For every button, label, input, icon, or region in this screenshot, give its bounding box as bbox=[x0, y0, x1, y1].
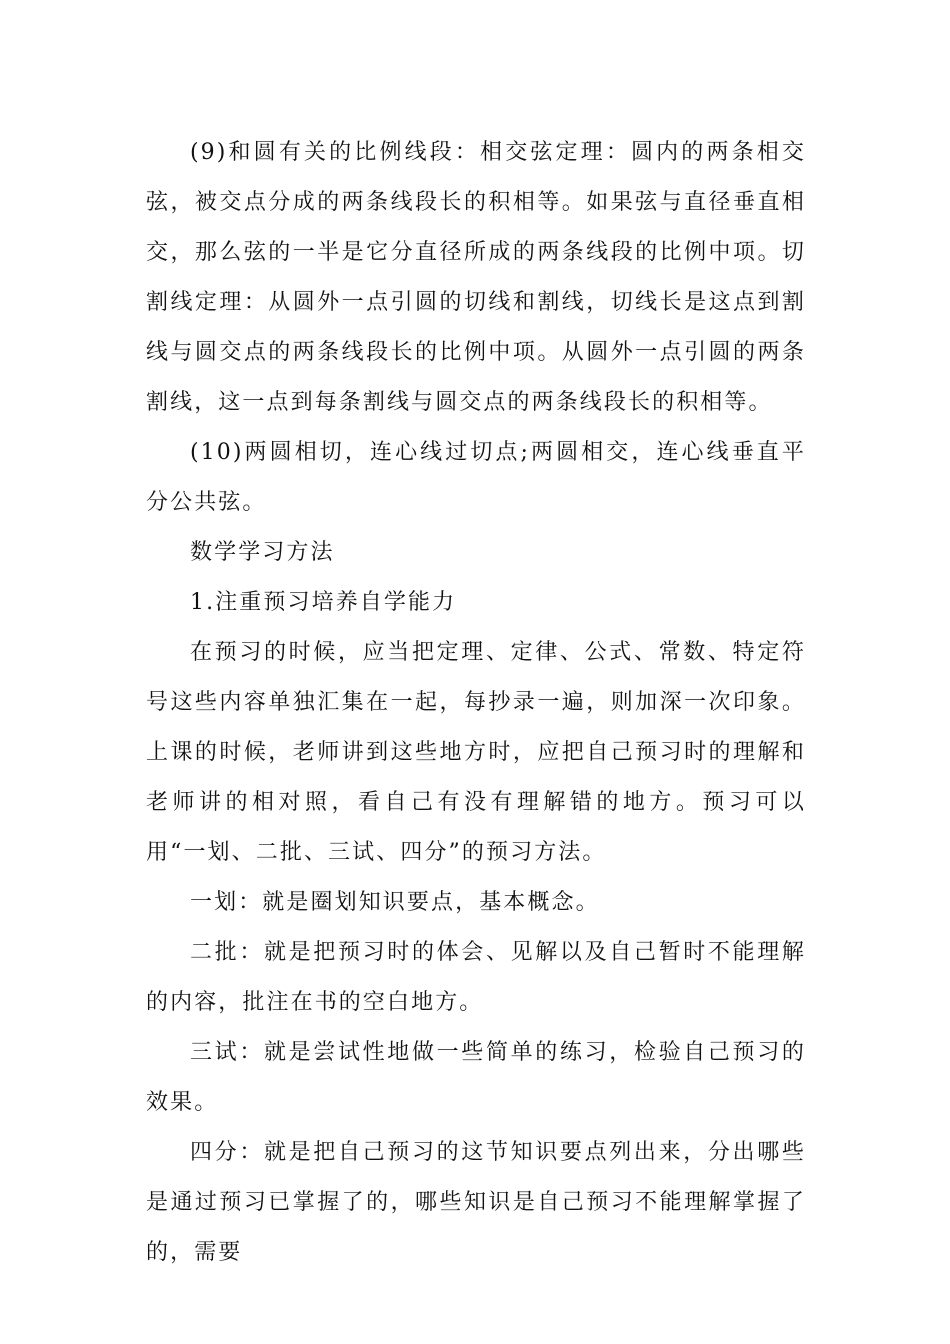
paragraph-step-mark: 一划：就是圈划知识要点，基本概念。 bbox=[190, 890, 600, 915]
paragraph-preview-method: 在预习的时候，应当把定理、定律、公式、常数、特定符号这些内容单独汇集在一起，每抄录一遍，则加深一次印象。上课的时候，老师讲到这些地方时，应把自己预习时的理解和老师讲的相对照，看自己有没有理解错的地方。预习可以用“一划、二批、三试、四分”的预习方法。 bbox=[146, 640, 806, 865]
section-heading-math-study-methods: 数学学习方法 bbox=[190, 540, 335, 565]
document-body bbox=[146, 128, 806, 1278]
paragraph-step-divide: 四分：就是把自己预习的这节知识要点列出来，分出哪些是通过预习已掌握了的，哪些知识是自己预习不能理解掌握了的，需要 bbox=[146, 1140, 806, 1265]
paragraph-step-annotate: 二批：就是把预习时的体会、见解以及自己暂时不能理解的内容，批注在书的空白地方。 bbox=[146, 940, 806, 1015]
paragraph-tangent-circles: (10)两圆相切，连心线过切点;两圆相交，连心线垂直平分公共弦。 bbox=[146, 440, 806, 515]
subheading-preview-self-study: 1.注重预习培养自学能力 bbox=[190, 590, 457, 615]
paragraph-intersecting-chords: (9)和圆有关的比例线段：相交弦定理：圆内的两条相交弦，被交点分成的两条线段长的积相等。如果弦与直径垂直相交，那么弦的一半是它分直径所成的两条线段的比例中项。切割线定理：从圆外一点引圆的切线和割线，切线长是这点到割线与圆交点的两条线段长的比例中项。从圆外一点引圆的两条割线，这一点到每条割线与圆交点的两条线段长的积相等。 bbox=[146, 140, 806, 415]
paragraph-step-try: 三试：就是尝试性地做一些简单的练习，检验自己预习的效果。 bbox=[146, 1040, 806, 1115]
